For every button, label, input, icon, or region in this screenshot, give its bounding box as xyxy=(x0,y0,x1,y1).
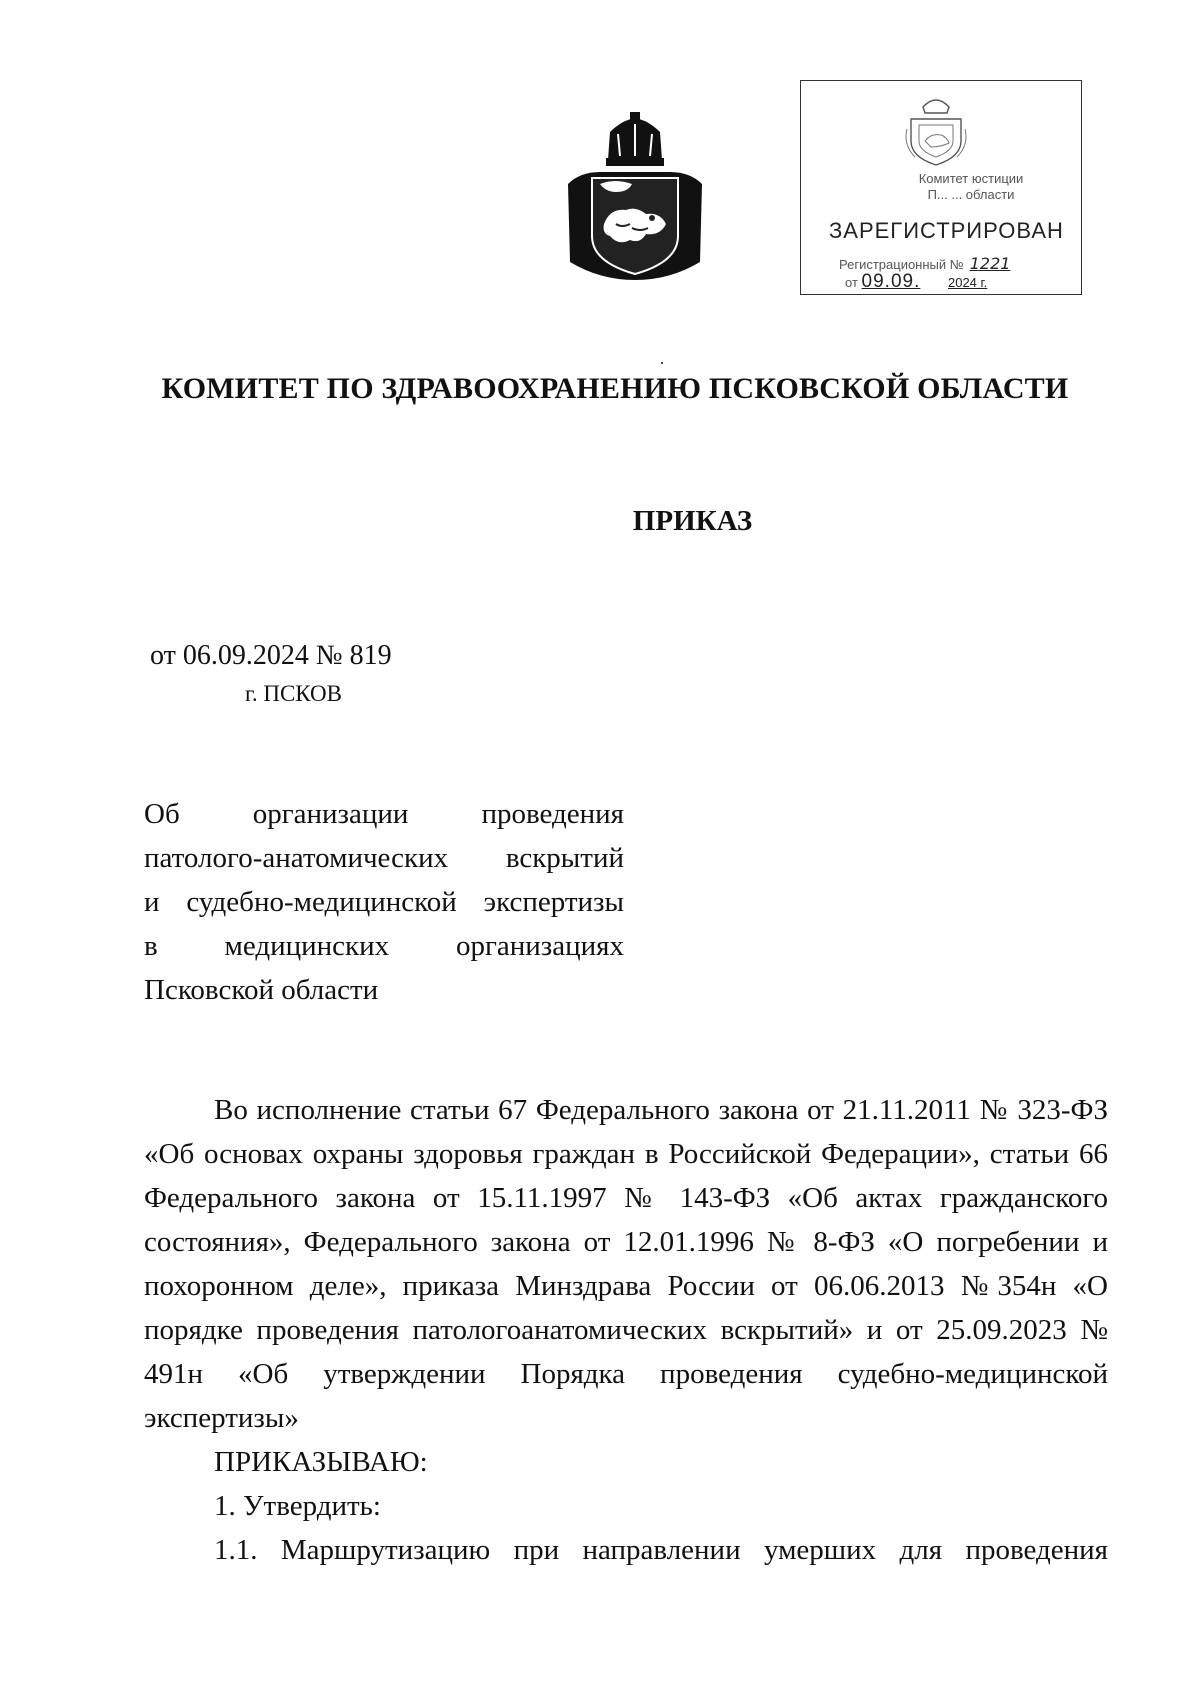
registration-stamp xyxy=(800,80,1082,295)
stamp-emblem-icon xyxy=(901,89,971,169)
order-body xyxy=(144,1088,1108,1572)
stamp-reg-number-label: Регистрационный № xyxy=(839,257,964,272)
order-city: г. ПСКОВ xyxy=(245,681,343,706)
order-subject xyxy=(144,792,624,1012)
preamble-paragraph: Во исполнение статьи 67 Федерального закона от 21.11.2011 № 323-ФЗ «Об основах охраны здоровья граждан в Российской Федерации», статьи 66 Федерального закона от 15.11.1997 № 143-ФЗ «Об актах гражданского состояния», Федерального закона от 12.01.1996 № 8-ФЗ «О погребении и похоронном деле», приказа Минздрава России от 06.06.2013 №354н «О порядке проведения патологоанатомических вскрытий» и от 25.09.2023 № 491н «Об утверждении Порядка проведения судебно-медицинской экспертизы» xyxy=(144,1094,1108,1434)
organization-title: КОМИТЕТ ПО ЗДРАВООХРАНЕНИЮ ПСКОВСКОЙ ОБЛАСТИ xyxy=(161,372,1069,405)
subject-line: и судебно-медицинской экспертизы xyxy=(144,886,624,918)
order-item-1-1: 1.1. Маршрутизацию при направлении умерших для проведения xyxy=(214,1534,1108,1566)
stamp-reg-date xyxy=(845,271,987,293)
order-item-1: 1. Утвердить: xyxy=(214,1490,381,1522)
order-word: ПРИКАЗЫВАЮ: xyxy=(214,1446,428,1478)
stamp-reg-number-value: 1221 xyxy=(969,254,1011,273)
order-date-number: от 06.09.2024 № 819 xyxy=(150,640,392,671)
pskov-coat-of-arms-icon xyxy=(560,112,710,282)
subject-line: Псковской области xyxy=(144,974,379,1006)
stamp-date-prefix: от xyxy=(845,275,858,290)
subject-line: в медицинских организациях xyxy=(144,930,624,962)
stamp-year-value: 2024 г. xyxy=(947,275,988,290)
stamp-organization xyxy=(861,171,1081,203)
scan-speck xyxy=(661,362,663,364)
stamp-date-value: 09.09. xyxy=(861,271,921,292)
stamp-organization-line1: Комитет юстиции xyxy=(918,171,1024,186)
stamp-organization-line2: П... ... области xyxy=(927,187,1015,202)
document-type-title: ПРИКАЗ xyxy=(632,505,753,537)
subject-line: патолого-анатомических вскрытий xyxy=(144,842,624,874)
subject-line: Об организации проведения xyxy=(144,798,624,830)
stamp-status: ЗАРЕГИСТРИРОВАН xyxy=(829,218,1064,243)
